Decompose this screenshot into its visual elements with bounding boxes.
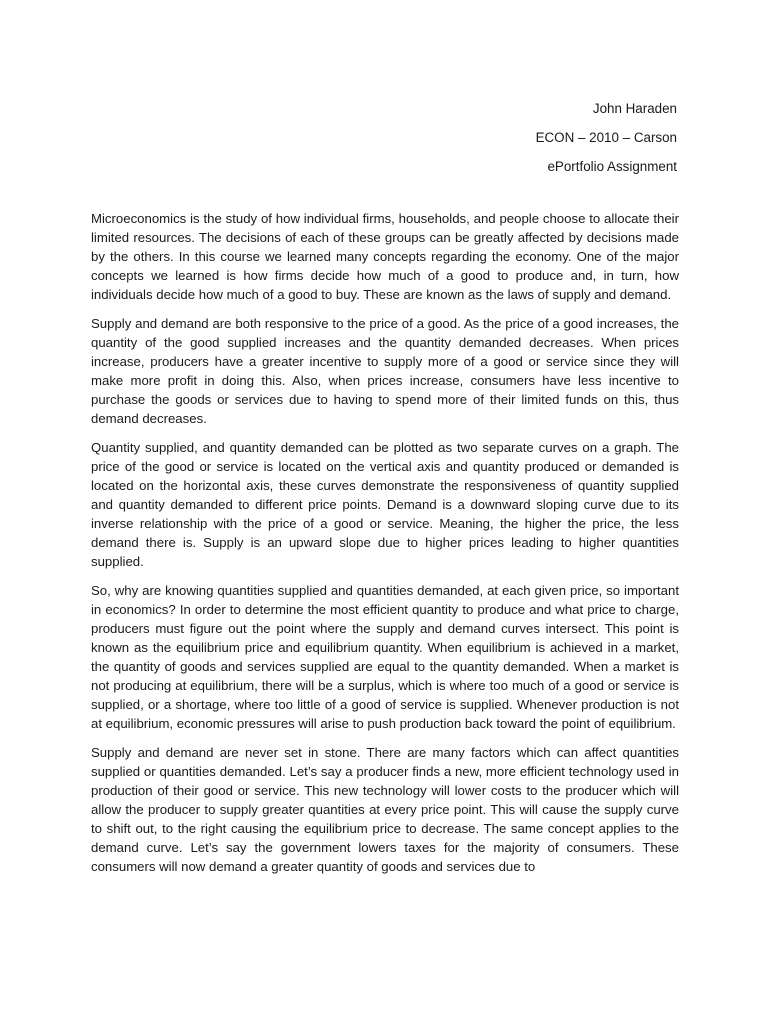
course-info: ECON – 2010 – Carson [535, 130, 677, 145]
paragraph-1: Microeconomics is the study of how individual firms, households, and people choose to allocate their limited resources. The decisions of each of these groups can be greatly affected by decisions made by the others. In this course we learned many concepts regarding the economy. One of the major concepts we learned is how firms decide how much of a good to produce and, in turn, how individuals decide how much of a good to buy. These are known as the laws of supply and demand. [91, 211, 679, 302]
author-name: John Haraden [592, 101, 677, 116]
document-body [91, 209, 679, 886]
paragraph-5: Supply and demand are never set in stone. There are many factors which can affect quantities supplied or quantities demanded. Let’s say a producer finds a new, more efficient technology used in production of their good or service. This new technology will lower costs to the producer which will allow the producer to supply greater quantities at every price point. This will cause the supply curve to shift out, to the right causing the equilibrium price to decrease. The same concept applies to the demand curve. Let’s say the government lowers taxes for the majority of consumers. These consumers will now demand a greater quantity of goods and services due to [91, 745, 679, 874]
paragraph-3: Quantity supplied, and quantity demanded can be plotted as two separate curves on a graph. The price of the good or service is located on the vertical axis and quantity produced or demanded is located on the horizontal axis, these curves demonstrate the responsiveness of quantity supplied and quantity demanded to different price points. Demand is a downward sloping curve due to its inverse relationship with the price of a good or service. Meaning, the higher the price, the less demand there is. Supply is an upward slope due to higher prices leading to higher quantities supplied. [91, 440, 679, 569]
paragraph-2: Supply and demand are both responsive to the price of a good. As the price of a good increases, the quantity of the good supplied increases and the quantity demanded decreases. When prices increase, producers have a greater incentive to supply more of a good or service since they will make more profit in doing this. Also, when prices increase, consumers have less incentive to purchase the goods or services due to having to spend more of their limited funds on this, thus demand decreases. [91, 316, 679, 426]
document-header [536, 94, 677, 181]
assignment-title: ePortfolio Assignment [547, 159, 677, 174]
paragraph-4: So, why are knowing quantities supplied and quantities demanded, at each given price, so important in economics? In order to determine the most efficient quantity to produce and what price to charge, producers must figure out the point where the supply and demand curves intersect. This point is known as the equilibrium price and equilibrium quantity. When equilibrium is achieved in a market, the quantity of goods and services supplied are equal to the quantity demanded. When a market is not producing at equilibrium, there will be a surplus, which is where too much of a good or service is supplied, or a shortage, where too little of a good of service is supplied. Whenever production is not at equilibrium, economic pressures will arise to push production back toward the point of equilibrium. [91, 583, 679, 731]
